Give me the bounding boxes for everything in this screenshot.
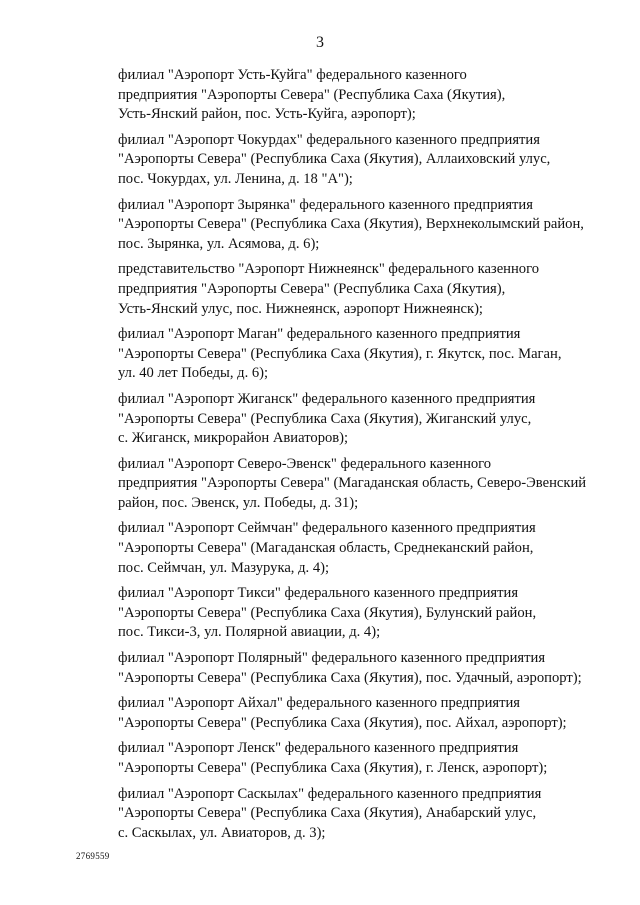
paragraph-line: "Аэропорты Севера" (Республика Саха (Якутия), г. Ленск, аэропорт); — [118, 760, 548, 776]
document-code: 2769559 — [76, 851, 110, 861]
branch-paragraph — [76, 519, 563, 578]
paragraph-line: пос. Сеймчан, ул. Мазурука, д. 4); — [118, 559, 330, 576]
paragraph-line: пос. Зырянка, ул. Асямова, д. 6); — [118, 235, 320, 252]
paragraph-line: филиал "Аэропорт Тикси" федерального казенного предприятия — [118, 585, 519, 602]
paragraph-line: "Аэропорты Севера" (Республика Саха (Якутия), Анабарский улус, — [118, 805, 537, 822]
document-body — [76, 66, 587, 849]
paragraph-line: "Аэропорты Севера" (Республика Саха (Якутия), Аллаиховский улус, — [118, 151, 551, 168]
branch-paragraph — [76, 390, 563, 449]
paragraph-line: Усть-Янский улус, пос. Нижнеянск, аэропорт Нижнеянск); — [118, 300, 483, 317]
representation-paragraph — [76, 260, 563, 319]
branch-paragraph — [76, 455, 587, 514]
paragraph-line: "Аэропорты Севера" (Магаданская область, Среднеканский район, — [118, 540, 534, 557]
paragraph-line: с. Саскылах, ул. Авиаторов, д. 3); — [118, 824, 326, 841]
paragraph-line: филиал "Аэропорт Саскылах" федерального казенного предприятия — [118, 785, 542, 802]
branch-paragraph — [76, 739, 563, 778]
paragraph-line: предприятия "Аэропорты Севера" (Республика Саха (Якутия), — [118, 86, 506, 103]
paragraph-line: пос. Чокурдах, ул. Ленина, д. 18 "А"); — [118, 170, 353, 187]
paragraph-line: "Аэропорты Севера" (Республика Саха (Якутия), пос. Удачный, аэропорт); — [118, 669, 582, 686]
paragraph-line: "Аэропорты Севера" (Республика Саха (Якутия), Жиганский улус, — [118, 410, 532, 427]
paragraph-line: ул. 40 лет Победы, д. 6); — [118, 365, 269, 382]
branch-paragraph — [76, 66, 563, 125]
branch-paragraph — [76, 649, 582, 688]
paragraph-line: филиал "Аэропорт Ленск" федерального казенного предприятия — [118, 740, 519, 757]
paragraph-line: Усть-Янский район, пос. Усть-Куйга, аэропорт); — [118, 106, 416, 123]
paragraph-line: пос. Тикси-3, ул. Полярной авиации, д. 4); — [118, 624, 381, 641]
paragraph-line: филиал "Аэропорт Полярный" федерального казенного предприятия — [118, 650, 546, 667]
branch-paragraph — [76, 325, 563, 384]
paragraph-line: филиал "Аэропорт Айхал" федерального казенного предприятия — [118, 695, 521, 712]
paragraph-line: филиал "Аэропорт Северо-Эвенск" федерального казенного — [118, 455, 492, 472]
paragraph-line: с. Жиганск, микрорайон Авиаторов); — [118, 430, 349, 447]
branch-paragraph — [76, 131, 563, 190]
branch-paragraph — [76, 196, 584, 255]
paragraph-line: филиал "Аэропорт Зырянка" федерального казенного предприятия — [118, 196, 533, 213]
paragraph-line: предприятия "Аэропорты Севера" (Магаданская область, Северо-Эвенский — [118, 475, 587, 492]
paragraph-line: "Аэропорты Севера" (Республика Саха (Якутия), Булунский район, — [118, 604, 537, 621]
paragraph-line: район, пос. Эвенск, ул. Победы, д. 31); — [118, 494, 359, 511]
paragraph-line: "Аэропорты Севера" (Республика Саха (Якутия), пос. Айхал, аэропорт); — [118, 714, 567, 731]
page-number: 3 — [316, 34, 324, 51]
branch-paragraph — [76, 584, 563, 643]
branch-paragraph — [76, 694, 567, 733]
paragraph-line: представительство "Аэропорт Нижнеянск" федерального казенного — [118, 261, 540, 278]
paragraph-line: "Аэропорты Севера" (Республика Саха (Якутия), г. Якутск, пос. Маган, — [118, 345, 562, 362]
paragraph-line: филиал "Аэропорт Чокурдах" федерального казенного предприятия — [118, 131, 540, 148]
paragraph-line: предприятия "Аэропорты Севера" (Республика Саха (Якутия), — [118, 280, 506, 297]
paragraph-line: "Аэропорты Севера" (Республика Саха (Якутия), Верхнеколымский район, — [118, 216, 584, 233]
paragraph-line: филиал "Аэропорт Жиганск" федерального казенного предприятия — [118, 390, 536, 407]
paragraph-line: филиал "Аэропорт Маган" федерального казенного предприятия — [118, 326, 521, 343]
branch-paragraph — [76, 785, 563, 844]
paragraph-line: филиал "Аэропорт Сеймчан" федерального казенного предприятия — [118, 520, 536, 537]
paragraph-line: филиал "Аэропорт Усть-Куйга" федерального казенного — [118, 67, 467, 83]
